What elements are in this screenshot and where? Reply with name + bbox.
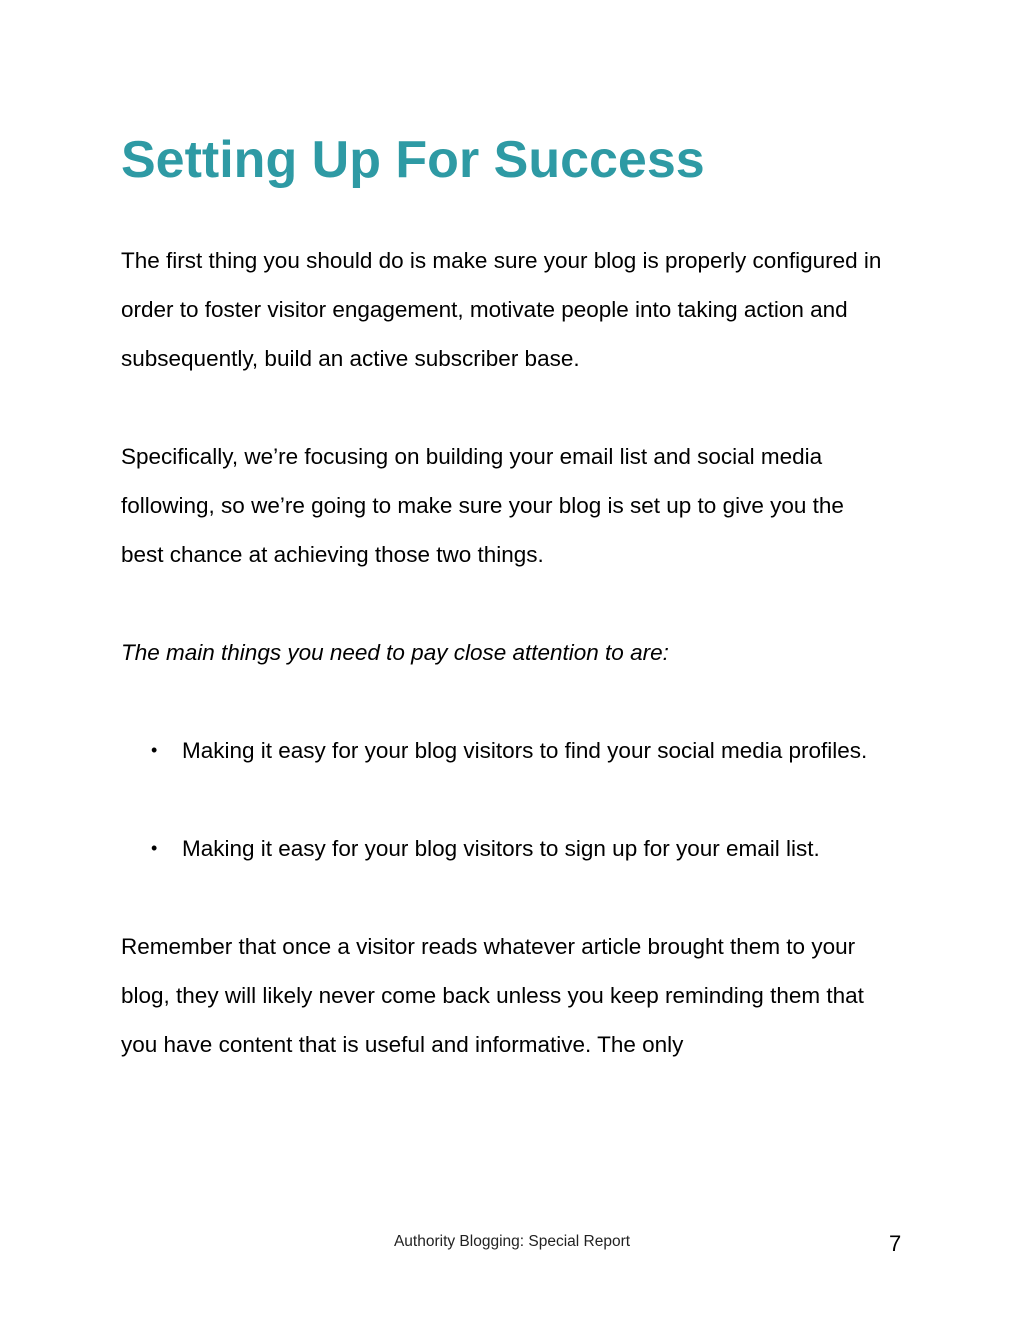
bullet-icon: •: [151, 740, 158, 760]
list-item: [121, 824, 891, 873]
list-item-text: Making it easy for your blog visitors to find your social media profiles.: [182, 738, 868, 763]
italic-lead-in: The main things you need to pay close attention to are:: [121, 640, 669, 665]
body-content: [121, 236, 891, 1118]
bullet-icon: •: [151, 838, 158, 858]
footer-label: Authority Blogging: Special Report: [393, 1233, 631, 1250]
list-item: [121, 726, 891, 775]
bullet-list: [121, 726, 891, 873]
list-item-text: Making it easy for your blog visitors to sign up for your email list.: [182, 836, 820, 861]
paragraph-intro: The first thing you should do is make sure your blog is properly configured in order to foster visitor engagement, motivate people into taking action and subsequently, build an active subscriber base.: [121, 248, 882, 371]
page-number: 7: [889, 1231, 902, 1256]
paragraph-focus: Specifically, we’re focusing on building your email list and social media following, so we’re going to make sure your blog is set up to give you the best chance at achieving those two things.: [121, 444, 844, 567]
page-title: Setting Up For Success: [121, 131, 705, 189]
paragraph-closing: Remember that once a visitor reads whatever article brought them to your blog, they will likely never come back unless you keep reminding them that you have content that is useful and informative. The only: [121, 934, 864, 1057]
